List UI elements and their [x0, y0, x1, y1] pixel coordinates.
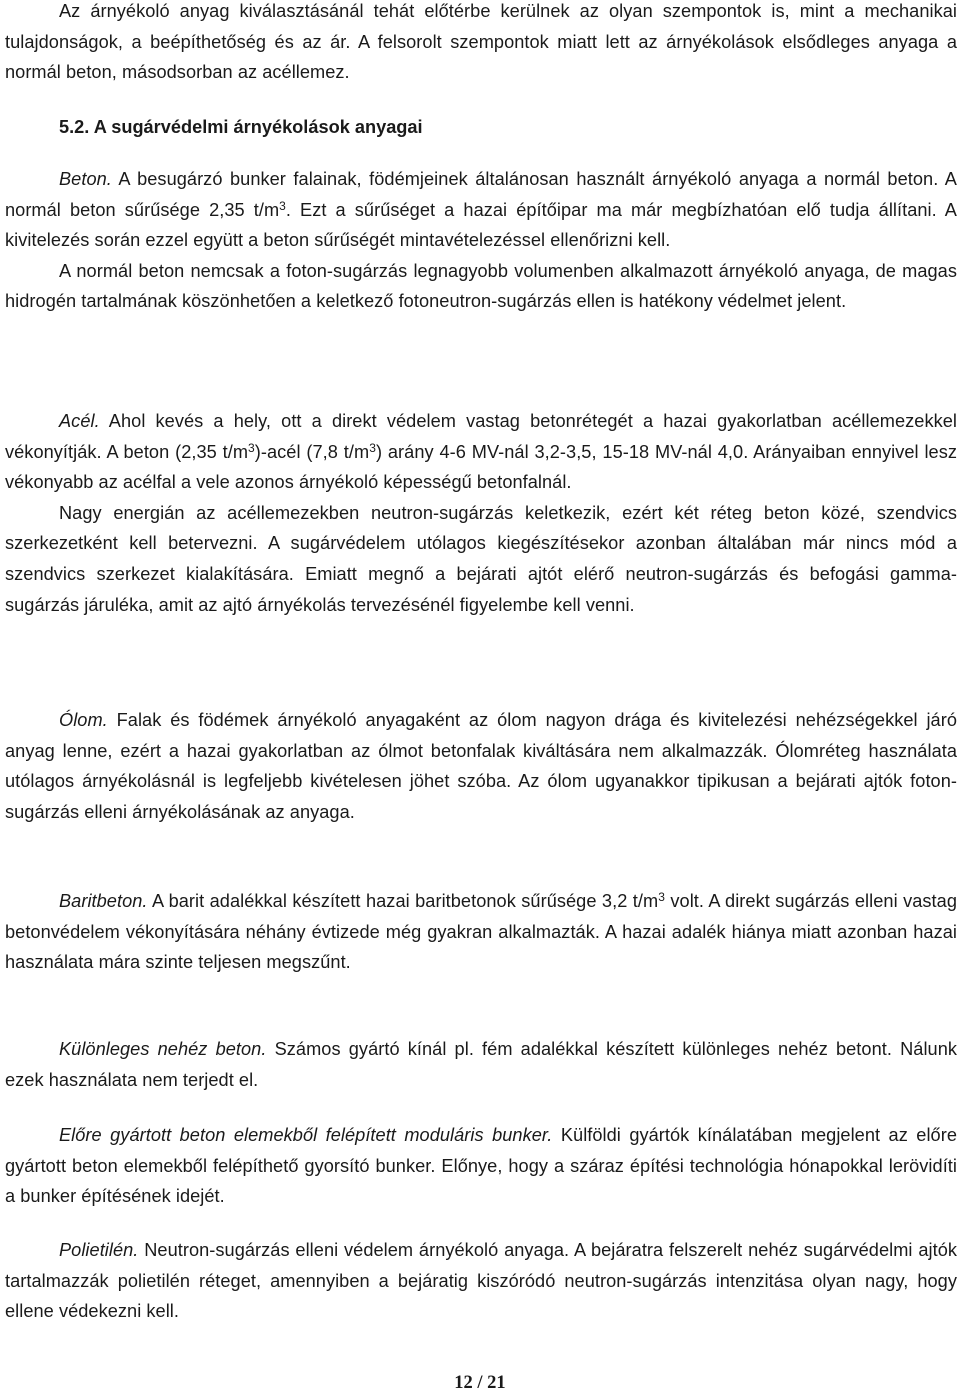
modular-paragraph	[5, 1120, 957, 1212]
intro-block	[5, 0, 957, 88]
beton-sup-1: 3	[279, 198, 286, 213]
olom-term: Ólom.	[59, 710, 108, 730]
page-number: 12 / 21	[454, 1373, 506, 1393]
beton-block	[5, 164, 957, 317]
acel-sup-2: 3	[369, 440, 376, 455]
acel-text-3: ) arány 4-6 MV-nál 3,2-3,5, 15-18 MV-nál 4,0. Arányaiban ennyivel lesz vékonyabb az acélfal a vele azonos árnyékoló képességű betonfalnál.	[5, 441, 958, 493]
beton-paragraph-2: A normál beton nemcsak a foton-sugárzás legnagyobb volumenben alkalmazott árnyékoló anyaga, de magas hidrogén tartalmának köszönhetően a keletkező fotoneutron-sugárzás ellen is hatékony védelmet jelent.	[5, 260, 957, 312]
nehezbeton-paragraph	[5, 1034, 957, 1095]
acel-paragraph-2: Nagy energián az acéllemezekben neutron-sugárzás keletkezik, ezért két réteg beton közé, szendvics szerkezetként kell betervezni. A sugárvédelem utólagos kiegészítésekor azonban általában már nincs mód a szendvics szerkezet kialakítására. Emiatt megnő a bejárati ajtót elérő neutron-sugárzás és befogási gamma-sugárzás járuléka, amit az ajtó árnyékolás tervezésénél figyelembe kell venni.	[5, 502, 957, 615]
beton-text-1: A besugárzó bunker falainak, födémjeinek általánosan használt árnyékoló anyaga a normál beton. A normál beton sűrűsége 2,35 t/m	[5, 169, 957, 220]
modular-block	[5, 1120, 957, 1212]
beton-paragraph	[5, 164, 957, 256]
acel-term: Acél.	[59, 411, 100, 431]
acel-sup-1: 3	[248, 440, 255, 455]
intro-paragraph: Az árnyékoló anyag kiválasztásánál tehát előtérbe kerülnek az olyan szempontok is, mint a mechanikai tulajdonságok, a beépíthetőség és az ár. A felsorolt szempontok miatt lett az árnyékolások elsődleges anyaga a normál beton, másodsorban az acéllemez.	[5, 1, 957, 83]
acel-paragraph	[5, 406, 957, 498]
polietilen-paragraph	[5, 1235, 957, 1327]
baritbeton-paragraph	[5, 886, 957, 978]
modular-text: Külföldi gyártók kínálatában megjelent az előre gyártott beton elemekből felépíthető gyorsító bunker. Előnye, hogy a száraz építési technológia hónapokkal lerövidíti a bunker építésének idejét.	[5, 1125, 957, 1207]
acel-block	[5, 406, 957, 620]
beton-text-2: . Ezt a sűrűséget a hazai építőipar ma már megbízhatóan elő tudja állítani. A kivitelezés során ezzel együtt a beton sűrűségét mintavételezéssel ellenőrizni kell.	[5, 199, 957, 251]
olom-block	[5, 705, 957, 827]
nehezbeton-term: Különleges nehéz beton.	[59, 1039, 267, 1059]
polietilen-term: Polietilén.	[59, 1240, 139, 1260]
polietilen-text: Neutron-sugárzás elleni védelem árnyékoló anyaga. A bejáratra felszerelt nehéz sugárvédelmi ajtók tartalmazzák polietilén réteget, amennyiben a bejáratig kiszóródó neutron-sugárzás intenzitása olyan nagy, hogy ellene védekezni kell.	[5, 1240, 957, 1322]
baritbeton-text-1: A barit adalékkal készített hazai baritbetonok sűrűsége 3,2 t/m	[147, 891, 659, 911]
baritbeton-term: Baritbeton.	[59, 891, 148, 911]
polietilen-block	[5, 1235, 957, 1327]
baritbeton-block	[5, 886, 957, 978]
olom-paragraph	[5, 705, 957, 827]
baritbeton-text-2: volt. A direkt sugárzás elleni vastag betonvédelem vékonyítására néhány évtizede még gyakran alkalmazták. A hazai adalék hiánya miatt azonban hazai használata mára szinte teljesen megszűnt.	[5, 891, 957, 973]
acel-text-2: )-acél (7,8 t/m	[254, 441, 370, 462]
nehezbeton-block	[5, 1034, 957, 1095]
olom-text: Falak és födémek árnyékoló anyagaként az ólom nagyon drága és kivitelezési nehézségekkel járó anyag lenne, ezért a hazai gyakorlatban az ólmot betonfalak kiváltására nem alkalmazzák. Ólomréteg használata utólagos árnyékolásnál is legfeljebb kivételesen jöhet szóba. Az ólom ugyanakkor tipikusan a bejárati ajtók foton-sugárzás elleni árnyékolásának az anyaga.	[5, 710, 957, 822]
section-heading: 5.2. A sugárvédelmi árnyékolások anyagai	[59, 117, 423, 137]
modular-term: Előre gyártott beton elemekből felépített moduláris bunker.	[59, 1125, 553, 1145]
baritbeton-sup-1: 3	[658, 890, 665, 904]
acel-text-1: Ahol kevés a hely, ott a direkt védelem vastag betonrétegét a hazai gyakorlatban acéllemezekkel vékonyítják. A beton (2,35 t/m	[5, 411, 957, 462]
nehezbeton-text: Számos gyártó kínál pl. fém adalékkal készített különleges nehéz betont. Nálunk ezek használata nem terjedt el.	[5, 1039, 958, 1090]
beton-term: Beton.	[59, 169, 112, 189]
